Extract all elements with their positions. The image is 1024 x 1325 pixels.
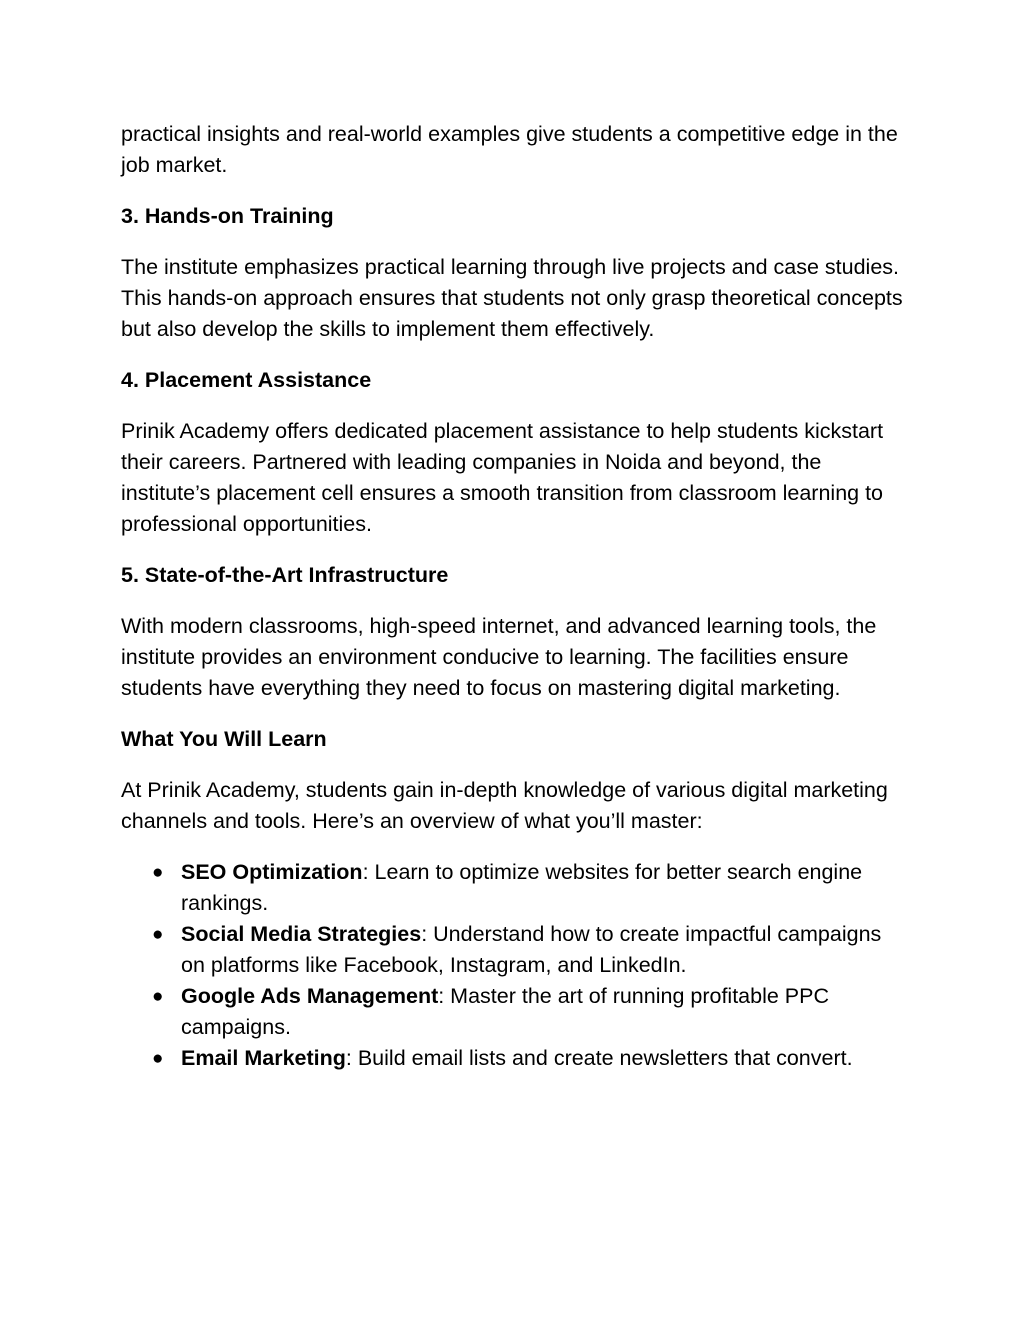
section-body-placement-assistance: Prinik Academy offers dedicated placement assistance to help students kickstart their careers. Partnered with leading companies in Noida and beyond, the institute’s placement cell ensures a smooth transition from classroom learning to professional opportunities. [121, 419, 884, 536]
section-body-infrastructure: With modern classrooms, high-speed internet, and advanced learning tools, the institute provides an environment conducive to learning. The facilities ensure students have everything they need to focus on mastering digital marketing. [121, 614, 877, 700]
learn-heading: What You Will Learn [121, 727, 327, 751]
list-item-desc: : Understand how to create impactful campaigns on platforms like Facebook, Instagram, and LinkedIn. [181, 922, 882, 977]
learn-body: At Prinik Academy, students gain in-depth knowledge of various digital marketing channels and tools. Here’s an overview of what you’ll master: [121, 778, 888, 833]
list-item-google-ads [121, 981, 911, 1043]
bullet-icon: ● [152, 862, 164, 883]
list-item-email-marketing [121, 1043, 911, 1074]
section-heading-placement-assistance: 4. Placement Assistance [121, 368, 372, 392]
list-item-desc: : Master the art of running profitable PPC campaigns. [181, 984, 830, 1039]
list-item-desc: : Build email lists and create newsletters that convert. [345, 1046, 853, 1070]
bullet-icon: ● [152, 924, 164, 945]
bullet-icon: ● [152, 1048, 164, 1069]
section-body-hands-on-training: The institute emphasizes practical learning through live projects and case studies. This hands-on approach ensures that students not only grasp theoretical concepts but also develop the skills to implement them effectively. [121, 255, 903, 341]
section-heading-hands-on-training: 3. Hands-on Training [121, 204, 334, 228]
learn-list [121, 857, 911, 1074]
list-item-desc: : Learn to optimize websites for better search engine rankings. [181, 860, 863, 915]
list-item-term: SEO Optimization [181, 860, 363, 884]
list-item-seo [121, 857, 911, 919]
list-item-term: Google Ads Management [181, 984, 439, 1008]
bullet-icon: ● [152, 986, 164, 1007]
document-page [121, 119, 911, 1074]
section-heading-infrastructure: 5. State-of-the-Art Infrastructure [121, 563, 449, 587]
list-item-term: Social Media Strategies [181, 922, 422, 946]
list-item-social-media [121, 919, 911, 981]
intro-paragraph: practical insights and real-world examples give students a competitive edge in the job market. [121, 122, 898, 177]
list-item-term: Email Marketing [181, 1046, 346, 1070]
